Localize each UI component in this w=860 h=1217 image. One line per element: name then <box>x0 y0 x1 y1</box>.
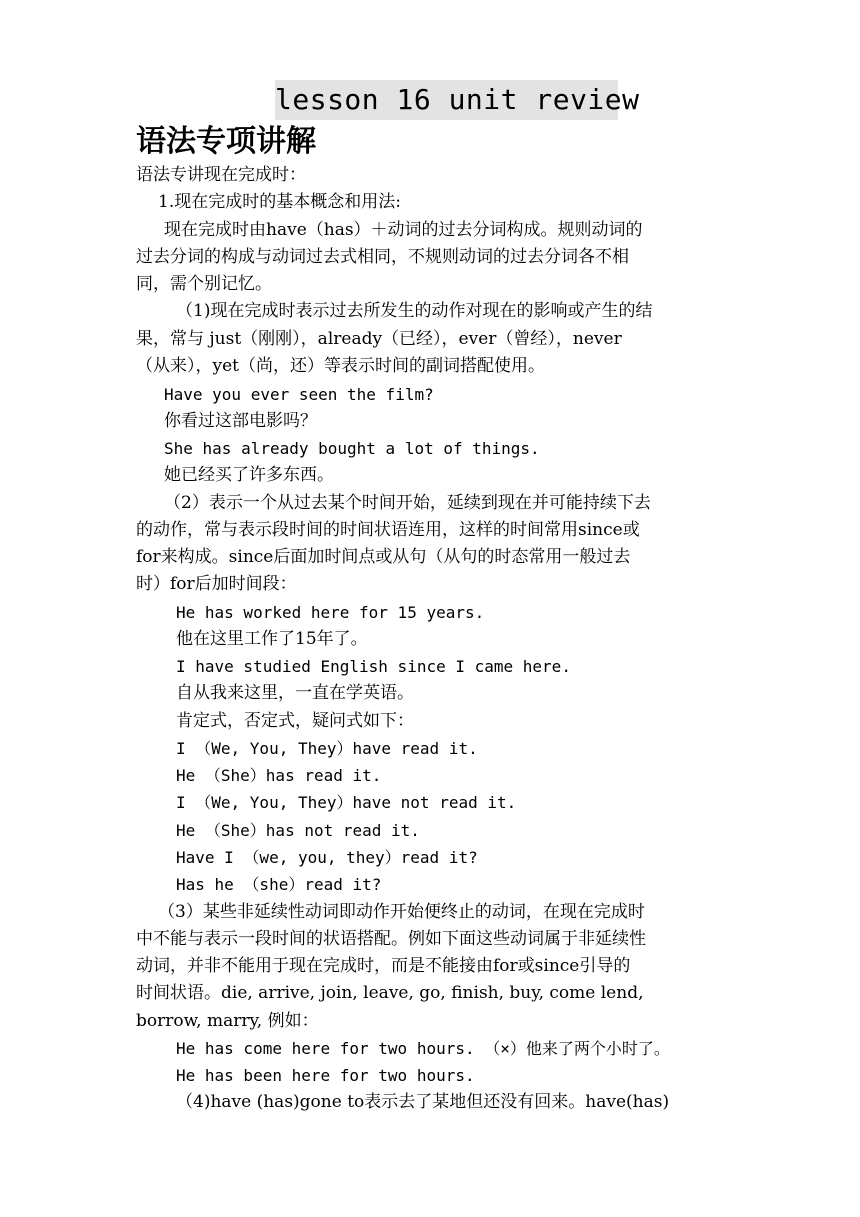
example-sentence: Have you ever seen the film? <box>164 385 434 404</box>
paragraph-line: borrow, marry, 例如： <box>136 1011 319 1031</box>
forms-intro: 肯定式，否定式，疑问式如下： <box>176 711 414 731</box>
form-example: Has he （she）read it? <box>176 875 382 894</box>
intro-line: 语法专讲现在完成时： <box>136 165 306 185</box>
paragraph-line: （1)现在完成时表示过去所发生的动作对现在的影响或产生的结 <box>176 301 653 321</box>
example-sentence: He has worked here for 15 years. <box>176 603 485 622</box>
example-translation: 自从我来这里，一直在学英语。 <box>176 683 414 703</box>
paragraph-line: （3）某些非延续性动词即动作开始便终止的动词，在现在完成时 <box>158 902 645 922</box>
form-example: He （She）has read it. <box>176 766 382 785</box>
paragraph-line: （2）表示一个从过去某个时间开始，延续到现在并可能持续下去 <box>164 493 651 513</box>
form-example: Have I （we, you, they）read it? <box>176 848 478 867</box>
example-sentence: I have studied English since I came here. <box>176 657 571 676</box>
example-sentence: She has already bought a lot of things. <box>164 439 540 458</box>
lesson-title: lesson 16 unit review <box>275 80 618 120</box>
paragraph-line: 现在完成时由have（has）＋动词的过去分词构成。规则动词的 <box>164 220 643 240</box>
example-translation: 你看过这部电影吗？ <box>164 411 317 431</box>
form-example: I （We, You, They）have read it. <box>176 739 478 758</box>
paragraph-line: 动词，并非不能用于现在完成时，而是不能接由for或since引导的 <box>136 956 631 976</box>
paragraph-line: 中不能与表示一段时间的状语搭配。例如下面这些动词属于非延续性 <box>136 929 646 949</box>
form-example: I （We, You, They）have not read it. <box>176 793 517 812</box>
paragraph-line: （4)have (has)gone to表示去了某地但还没有回来。have(has) <box>176 1092 670 1112</box>
paragraph-line: for来构成。since后面加时间点或从句（从句的时态常用一般过去 <box>136 547 631 567</box>
example-translation: 她已经买了许多东西。 <box>164 465 334 485</box>
example-translation: 他在这里工作了15年了。 <box>176 629 368 649</box>
paragraph-line: 果，常与 just（刚刚），already（已经），ever（曾经），never <box>136 329 622 349</box>
point-1-heading: 1.现在完成时的基本概念和用法: <box>158 192 401 212</box>
form-example: He （She）has not read it. <box>176 821 420 840</box>
paragraph-line: 的动作，常与表示段时间的时间状语连用，这样的时间常用since或 <box>136 520 640 540</box>
paragraph-line: 同，需个别记忆。 <box>136 274 272 294</box>
example-sentence: He has been here for two hours. <box>176 1066 475 1085</box>
section-heading: 语法专项讲解 <box>136 124 316 159</box>
paragraph-line: 时间状语。die, arrive, join, leave, go, finish, buy, come lend, <box>136 983 644 1003</box>
paragraph-line: 时）for后加时间段： <box>136 574 297 594</box>
example-sentence: He has come here for two hours. （×）他来了两个小时了。 <box>176 1039 670 1058</box>
paragraph-line: （从来），yet（尚，还）等表示时间的副词搭配使用。 <box>136 356 545 376</box>
paragraph-line: 过去分词的构成与动词过去式相同，不规则动词的过去分词各不相 <box>136 247 629 267</box>
